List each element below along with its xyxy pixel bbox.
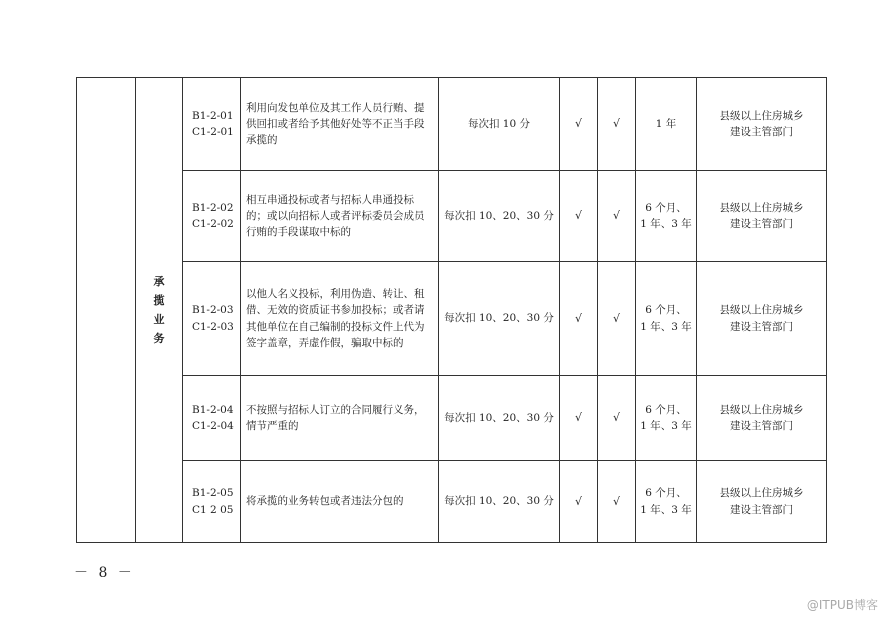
department-cell — [697, 376, 827, 461]
period-cell — [636, 262, 697, 376]
category-cell — [136, 78, 183, 543]
watermark: @ITPUB博客 — [806, 598, 878, 612]
check-mark-1: √ — [560, 461, 598, 543]
period-line: 1 年、3 年 — [640, 503, 692, 516]
item-code-cell — [183, 376, 241, 461]
item-code-c: C1-2-02 — [192, 218, 234, 230]
item-code-c: C1 2 05 — [192, 503, 234, 516]
period-line: 1 年、3 年 — [640, 320, 692, 333]
department-line: 县级以上住房城乡 — [719, 487, 804, 500]
deduction-cell: 每次扣 10、20、30 分 — [439, 461, 560, 543]
check-mark-2: √ — [598, 262, 636, 376]
department-line: 县级以上住房城乡 — [719, 403, 804, 416]
deduction-cell: 每次扣 10、20、30 分 — [439, 262, 560, 376]
department-line: 建设主管部门 — [730, 320, 793, 333]
item-code-cell — [183, 461, 241, 543]
check-mark-2: √ — [598, 376, 636, 461]
category-char: 业 — [153, 313, 165, 326]
table-row — [77, 262, 827, 376]
period-cell — [636, 171, 697, 262]
item-code-b: B1-2-03 — [192, 304, 234, 317]
department-line: 县级以上住房城乡 — [719, 201, 804, 214]
description-cell: 将承揽的业务转包或者违法分包的 — [241, 461, 439, 543]
department-cell — [697, 171, 827, 262]
period-cell — [636, 461, 697, 543]
item-code-b: B1-2-04 — [192, 403, 234, 416]
item-code-c: C1-2-03 — [192, 320, 234, 333]
item-code-cell — [183, 78, 241, 171]
period-line: 1 年、3 年 — [640, 218, 692, 230]
period-line: 6 个月、 — [645, 403, 687, 416]
period-cell — [636, 376, 697, 461]
check-mark-2: √ — [598, 461, 636, 543]
table-row — [77, 376, 827, 461]
deduction-cell: 每次扣 10、20、30 分 — [439, 376, 560, 461]
check-mark-1: √ — [560, 171, 598, 262]
item-code-cell — [183, 262, 241, 376]
deduction-cell: 每次扣 10、20、30 分 — [439, 171, 560, 262]
department-line: 建设主管部门 — [730, 218, 793, 230]
department-line: 建设主管部门 — [730, 126, 793, 138]
item-code-c: C1-2-01 — [192, 126, 234, 138]
department-cell — [697, 262, 827, 376]
blank-first-column-cell — [77, 78, 136, 543]
description-cell: 以他人名义投标，利用伪造、转让、租借、无效的资质证书参加投标；或者请其他单位在自己编制的投标文件上代为签字盖章，弄虚作假，骗取中标的 — [241, 262, 439, 376]
department-line: 建设主管部门 — [730, 503, 793, 516]
table-row — [77, 461, 827, 543]
item-code-cell — [183, 171, 241, 262]
credit-evaluation-table — [76, 77, 827, 543]
table-row — [77, 171, 827, 262]
page-number: － 8 － — [74, 565, 135, 581]
period-line: 1 年 — [655, 117, 677, 130]
check-mark-1: √ — [560, 262, 598, 376]
department-cell — [697, 78, 827, 171]
period-line: 6 个月、 — [645, 201, 687, 214]
description-cell: 相互串通投标或者与招标人串通投标的；或以向招标人或者评标委员会成员行贿的手段谋取中标的 — [241, 171, 439, 262]
item-code-b: B1-2-02 — [192, 201, 234, 214]
period-cell — [636, 78, 697, 171]
table-row — [77, 78, 827, 171]
department-line: 建设主管部门 — [730, 420, 793, 432]
department-line: 县级以上住房城乡 — [719, 304, 804, 317]
category-char: 务 — [153, 332, 165, 346]
category-char: 承 — [153, 274, 165, 288]
period-line: 6 个月、 — [645, 487, 687, 500]
period-line: 1 年、3 年 — [640, 420, 692, 432]
period-line: 6 个月、 — [645, 304, 687, 317]
check-mark-1: √ — [560, 376, 598, 461]
description-cell: 不按照与招标人订立的合同履行义务，情节严重的 — [241, 376, 439, 461]
department-cell — [697, 461, 827, 543]
deduction-cell: 每次扣 10 分 — [439, 78, 560, 171]
item-code-b: B1-2-01 — [192, 109, 234, 122]
department-line: 县级以上住房城乡 — [719, 109, 804, 122]
check-mark-1: √ — [560, 78, 598, 171]
item-code-b: B1-2-05 — [192, 487, 234, 500]
description-cell: 利用向发包单位及其工作人员行贿、提供回扣或者给予其他好处等不正当手段承揽的 — [241, 78, 439, 171]
item-code-c: C1-2-04 — [192, 420, 234, 432]
category-char: 揽 — [153, 293, 165, 307]
check-mark-2: √ — [598, 171, 636, 262]
check-mark-2: √ — [598, 78, 636, 171]
